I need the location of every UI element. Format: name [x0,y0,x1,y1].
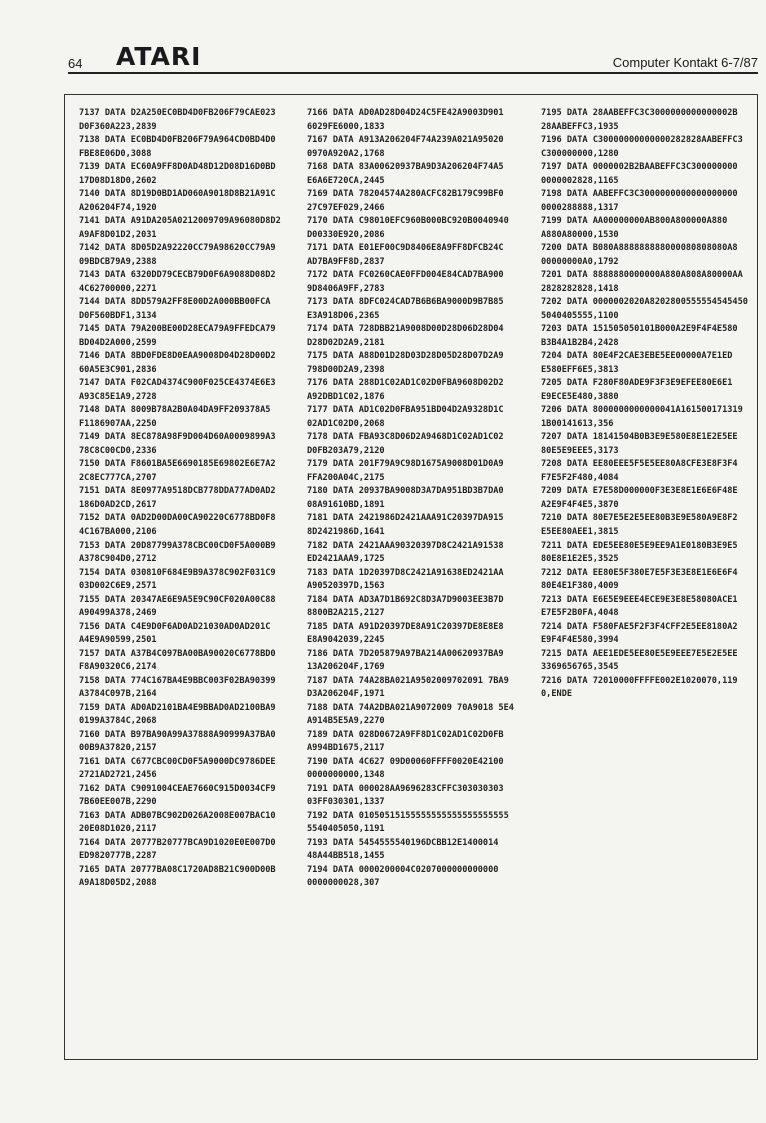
listing-column-3 [541,107,748,702]
listing-line: D00330E920,2086 [307,229,385,240]
listing-line: E8A9042039,2245 [307,635,385,646]
listing-line: 3369656765,3545 [541,662,619,673]
listing-line: 7138 DATA EC0BD4D0FB206F79A964CD0BD4D0 [79,135,276,146]
listing-line: A90520397D,1563 [307,581,385,592]
listing-line: E9ECE5E480,3880 [541,391,619,402]
listing-line: 7152 DATA 0AD2D00DA00CA90220C6778BD0F8 [79,513,276,524]
listing-line: 78C8C00CD0,2336 [79,445,157,456]
listing-line: 7188 DATA 74A2DBA021A9072009 70A9018 5E4 [307,702,514,713]
listing-line: 186D0AD2CD,2617 [79,499,157,510]
listing-line: 5540405050,1191 [307,824,385,835]
listing-line: 7184 DATA AD3A7D1B692C8D3A7D9003EE3B7D [307,594,504,605]
listing-line: 7175 DATA A88D01D28D03D28D05D28D07D2A9 [307,351,504,362]
listing-line: 7149 DATA 8EC878A98F9D004D60A0009899A3 [79,432,276,443]
listing-column-2 [307,107,514,891]
listing-frame [64,94,758,1060]
listing-line: 7183 DATA 1D20397D8C2421A91638ED2421AA [307,567,504,578]
listing-line: 9D8406A9FF,2783 [307,283,385,294]
listing-line: 7181 DATA 2421986D2421AAA91C20397DA915 [307,513,504,524]
listing-line: A994BD1675,2117 [307,743,385,754]
listing-line: ED2421AAA9,1725 [307,554,385,565]
listing-line: D0FB203A79,2120 [307,445,385,456]
listing-line: 7203 DATA 151505050101B000A2E9F4F4E580 [541,324,738,335]
listing-line: E3A918D06,2365 [307,310,380,321]
listing-line: 7205 DATA F280F80ADE9F3F3E9EFEE80E6E1 [541,378,733,389]
listing-line: AD7BA9FF8D,2837 [307,256,385,267]
listing-line: 03FF030301,1337 [307,797,385,808]
listing-line: 7174 DATA 728DBB21A9008D00D28D06D28D04 [307,324,504,335]
listing-line: 7193 DATA 5454555540196DCBB12E1400014 [307,837,499,848]
listing-line: 00B9A37820,2157 [79,743,157,754]
listing-line: 7209 DATA E7E58D000000F3E3E8E1E6E6F48E [541,486,738,497]
listing-line: 7180 DATA 20937BA9008D3A7DA951BD3B7DA0 [307,486,504,497]
listing-line: 7155 DATA 20347AE6E9A5E9C90CF020A00C88 [79,594,276,605]
listing-line: 7140 DATA 8D19D0BD1AD060A9018D8B21A91C [79,189,276,200]
listing-line: 7182 DATA 2421AAA90320397D8C2421A91538 [307,540,504,551]
listing-line: 7161 DATA C677CBC00CD0F5A9000DC9786DEE [79,756,276,767]
listing-line: 7142 DATA 8D05D2A92220CC79A98620CC79A9 [79,243,276,254]
listing-line: 7200 DATA B080A888888888000080808080A8 [541,243,738,254]
listing-line: 7215 DATA AEE1EDE5EE80E5E9EEE7E5E2E5EE [541,648,738,659]
listing-line: 7170 DATA C98010EFC960B000BC920B0040940 [307,216,509,227]
listing-line: 5040405555,1100 [541,310,619,321]
listing-line: 7208 DATA EE80EEE5F5E5EE80A8CFE3E8F3F4 [541,459,738,470]
listing-line: 7171 DATA E01EF00C9D8406E8A9FF8DFCB24C [307,243,504,254]
listing-line: 7213 DATA E6E5E9EEE4ECE9E3E8E58080ACE1 [541,594,738,605]
listing-line: 13A206204F,1769 [307,662,385,673]
listing-line: 2828282828,1418 [541,283,619,294]
listing-line: 7214 DATA F580FAE5F2F3F4CFF2E5EE8180A2 [541,621,738,632]
listing-line: 08A91610BD,1891 [307,499,385,510]
listing-line: 7185 DATA A91D20397DE8A91C20397DE8E8E8 [307,621,504,632]
listing-line: 7195 DATA 28AABEFFC3C3000000000000002B [541,108,738,118]
listing-line: A9A18D05D2,2088 [79,878,157,889]
listing-line: 7B60EE007B,2290 [79,797,157,808]
listing-line: 7154 DATA 030810F684E9B9A378C902F031C9 [79,567,276,578]
listing-line: D3A206204F,1971 [307,689,385,700]
listing-line: A880A80000,1530 [541,229,619,240]
listing-line: 7162 DATA C9091004CEAE7660C915D0034CF9 [79,783,276,794]
listing-line: 7141 DATA A91DA205A0212009709A96080D8D2 [79,216,281,227]
listing-line: 20E08D1020,2117 [79,824,157,835]
listing-line: 0199A3784C,2068 [79,716,157,727]
listing-line: 0,ENDE [541,689,573,700]
page-header [68,40,758,74]
listing-line: 7159 DATA AD0AD2101BA4E9BBAD0AD2100BA9 [79,702,276,713]
listing-line: A92DBD1C02,1876 [307,391,385,402]
listing-line: F8A90320C6,2174 [79,662,157,673]
listing-line: 28AABEFFC3,1935 [541,121,619,132]
listing-line: 7204 DATA 80E4F2CAE3EBE5EE00000A7E1ED [541,351,733,362]
listing-line: 0970A920A2,1768 [307,148,385,159]
listing-line: 7150 DATA F8601BA5E6690185E69802E6E7A2 [79,459,276,470]
listing-line: 7211 DATA EDE5EE80E5E9EE9A1E0180B3E9E5 [541,540,738,551]
listing-line: 7187 DATA 74A28BA021A9502009702091 7BA9 [307,675,509,686]
listing-line: 80E8E1E2E5,3525 [541,554,619,565]
magazine-issue: Computer Kontakt 6-7/87 [612,55,758,70]
listing-line: 7147 DATA F02CAD4374C900F025CE4374E6E3 [79,378,276,389]
listing-line: FFA200A04C,2175 [307,472,385,483]
listing-line: 7198 DATA AABEFFC3C3000000000000000000 [541,189,738,200]
listing-line: E6A6E720CA,2445 [307,175,385,186]
listing-line: 7190 DATA 4C627 09D00060FFFF0020E42100 [307,756,504,767]
listing-line: 7156 DATA C4E9D0F6AD0AD21030AD0AD201C [79,621,271,632]
listing-line: 8D2421986D,1641 [307,526,385,537]
listing-line: 7158 DATA 774C167BA4E9BBC003F02BA90399 [79,675,276,686]
listing-line: D0F560BDF1,3134 [79,310,157,321]
listing-line: 00000000A0,1792 [541,256,619,267]
listing-line: 7160 DATA B97BA90A99A37888A90999A37BA0 [79,729,276,740]
listing-line: 7173 DATA 8DFC024CAD7B6B6BA9000D9B7B85 [307,297,504,308]
listing-line: 7144 DATA 8DD579A2FF8E00D2A000BB00FCA [79,297,271,308]
listing-line: 27C97EF029,2466 [307,202,385,213]
listing-line: E7E5F2B0FA,4048 [541,608,619,619]
listing-column-1 [79,107,281,891]
listing-line: F7E5F2F480,4084 [541,472,619,483]
listing-line: B3B4A1B2B4,2428 [541,337,619,348]
listing-line: A3784C097B,2164 [79,689,157,700]
listing-line: 0000000000,1348 [307,770,385,781]
listing-line: 80E4E1F380,4009 [541,581,619,592]
listing-line: C300000000,1280 [541,148,619,159]
listing-line: 7194 DATA 0000200004C0207000000000000 [307,864,499,875]
listing-line: 7167 DATA A913A206204F74A239A021A95020 [307,135,504,146]
listing-line: 7139 DATA EC60A9FF8D0AD48D12D08D16D0BD [79,162,276,173]
listing-line: 80E5E9EEE5,3173 [541,445,619,456]
listing-line: FBE8E06D0,3088 [79,148,152,159]
listing-line: 7163 DATA ADB07BC902D026A2008E007BAC10 [79,810,276,821]
listing-line: 7189 DATA 028D0672A9FF8D1C02AD1C02D0FB [307,729,504,740]
listing-line: ED9820777B,2287 [79,851,157,862]
listing-line: E9F4F4E580,3994 [541,635,619,646]
listing-line: 7164 DATA 20777B20777BCA9D1020E0E007D0 [79,837,276,848]
listing-line: 7148 DATA 8009B78A2B0A04DA9FF209378A5 [79,405,271,416]
listing-line: A9AF8D01D2,2031 [79,229,157,240]
listing-line: D28D02D2A9,2181 [307,337,385,348]
listing-line: 7137 DATA D2A250EC0BD4D0FB206F79CAE023 [79,108,276,118]
listing-line: 03D002C6E9,2571 [79,581,157,592]
listing-line: 7143 DATA 6320DD79CECB79D0F6A9088D08D2 [79,270,276,281]
listing-line: 7212 DATA EE80E5F380E7E5F3E3E8E1E6E6F4 [541,567,738,578]
listing-line: 7145 DATA 79A200BE00D28ECA79A9FFEDCA79 [79,324,276,335]
listing-line: 7202 DATA 0000002020A8202800555554545450 [541,297,748,308]
listing-line: 7207 DATA 18141504B0B3E9E580E8E1E2E5EE [541,432,738,443]
listing-line: 7172 DATA FC0260CAE0FFD004E84CAD7BA900 [307,270,504,281]
listing-line: 1B00141613,356 [541,418,614,429]
listing-line: 7157 DATA A37B4C097BA00BA90020C6778BD0 [79,648,276,659]
listing-line: 7197 DATA 0000002B2BAABEFFC3C300000000 [541,162,738,173]
listing-line: A206204F74,1920 [79,202,157,213]
listing-line: 17D08D18D0,2602 [79,175,157,186]
listing-line: E5EE80AEE1,3815 [541,526,619,537]
listing-line: 7196 DATA C30000000000000282828AABEFFC3 [541,135,743,146]
listing-line: 7146 DATA 8BD0FDE8D0EAA9008D04D28D00D2 [79,351,276,362]
listing-line: 7178 DATA FBA93C8D06D2A9468D1C02AD1C02 [307,432,504,443]
listing-line: 7179 DATA 201F79A9C98D1675A9008D01D0A9 [307,459,504,470]
listing-line: 7186 DATA 7D205879A97BA214A00620937BA9 [307,648,504,659]
listing-line: 7176 DATA 288D1C02AD1C02D0FBA9608D02D2 [307,378,504,389]
listing-line: D0F360A223,2839 [79,121,157,132]
listing-line: 02AD1C02D0,2068 [307,418,385,429]
listing-line: 6029FE6000,1833 [307,121,385,132]
listing-line: 4C167BA000,2106 [79,526,157,537]
listing-line: 0000288888,1317 [541,202,619,213]
listing-line: 8800B2A215,2127 [307,608,385,619]
atari-logo: ATARI [116,42,202,71]
listing-line: 7169 DATA 78204574A280ACFC82B179C99BF0 [307,189,504,200]
listing-line: F1186907AA,2250 [79,418,157,429]
listing-line: 7206 DATA 8000000000000041A161500171319 [541,405,743,416]
listing-line: 7168 DATA 83A00620937BA9D3A206204F74A5 [307,162,504,173]
listing-line: 7177 DATA AD1C02D0FBA951BD04D2A9328D1C [307,405,504,416]
listing-line: 7192 DATA 01050515155555555555555555555 [307,810,509,821]
listing-line: E580EFF6E5,3813 [541,364,619,375]
listing-line: 0000002828,1165 [541,175,619,186]
listing-line: 4C62700000,2271 [79,283,157,294]
page-number: 64 [68,56,83,71]
listing-line: 7216 DATA 72010000FFFFE002E1020070,119 [541,675,738,686]
listing-line: 7166 DATA AD0AD28D04D24C5FE42A9003D901 [307,108,504,118]
listing-line: 7201 DATA 8888880000000A880A808A80000AA [541,270,743,281]
listing-line: A914B5E5A9,2270 [307,716,385,727]
listing-line: 2C8EC777CA,2707 [79,472,157,483]
listing-line: 7210 DATA 80E7E5E2E5EE80B3E9E580A9E8F2 [541,513,738,524]
listing-line: 09BDCB79A9,2388 [79,256,157,267]
listing-line: A90499A378,2469 [79,608,157,619]
listing-line: A93C85E1A9,2728 [79,391,157,402]
listing-line: BD04D2A000,2599 [79,337,157,348]
listing-line: A4E9A90599,2501 [79,635,157,646]
listing-line: 7199 DATA AA00000000AB800A800000A880 [541,216,728,227]
listing-line: 7151 DATA 8E0977A9518DCB778DDA77AD0AD2 [79,486,276,497]
listing-line: 48A44BB518,1455 [307,851,385,862]
listing-line: 2721AD2721,2456 [79,770,157,781]
listing-line: 7165 DATA 20777BA08C1720AD8B21C900D00B [79,864,276,875]
listing-line: 7153 DATA 20D87799A378CBC00CD0F5A000B9 [79,540,276,551]
listing-line: A378C904D0,2712 [79,554,157,565]
listing-line: 7191 DATA 000028AA9696283CFFC303030303 [307,783,504,794]
listing-line: 60A5E3C901,2836 [79,364,157,375]
listing-line: 0000000028,307 [307,878,380,889]
listing-line: A2E9F4F4E5,3870 [541,499,619,510]
listing-line: 798D00D2A9,2398 [307,364,385,375]
